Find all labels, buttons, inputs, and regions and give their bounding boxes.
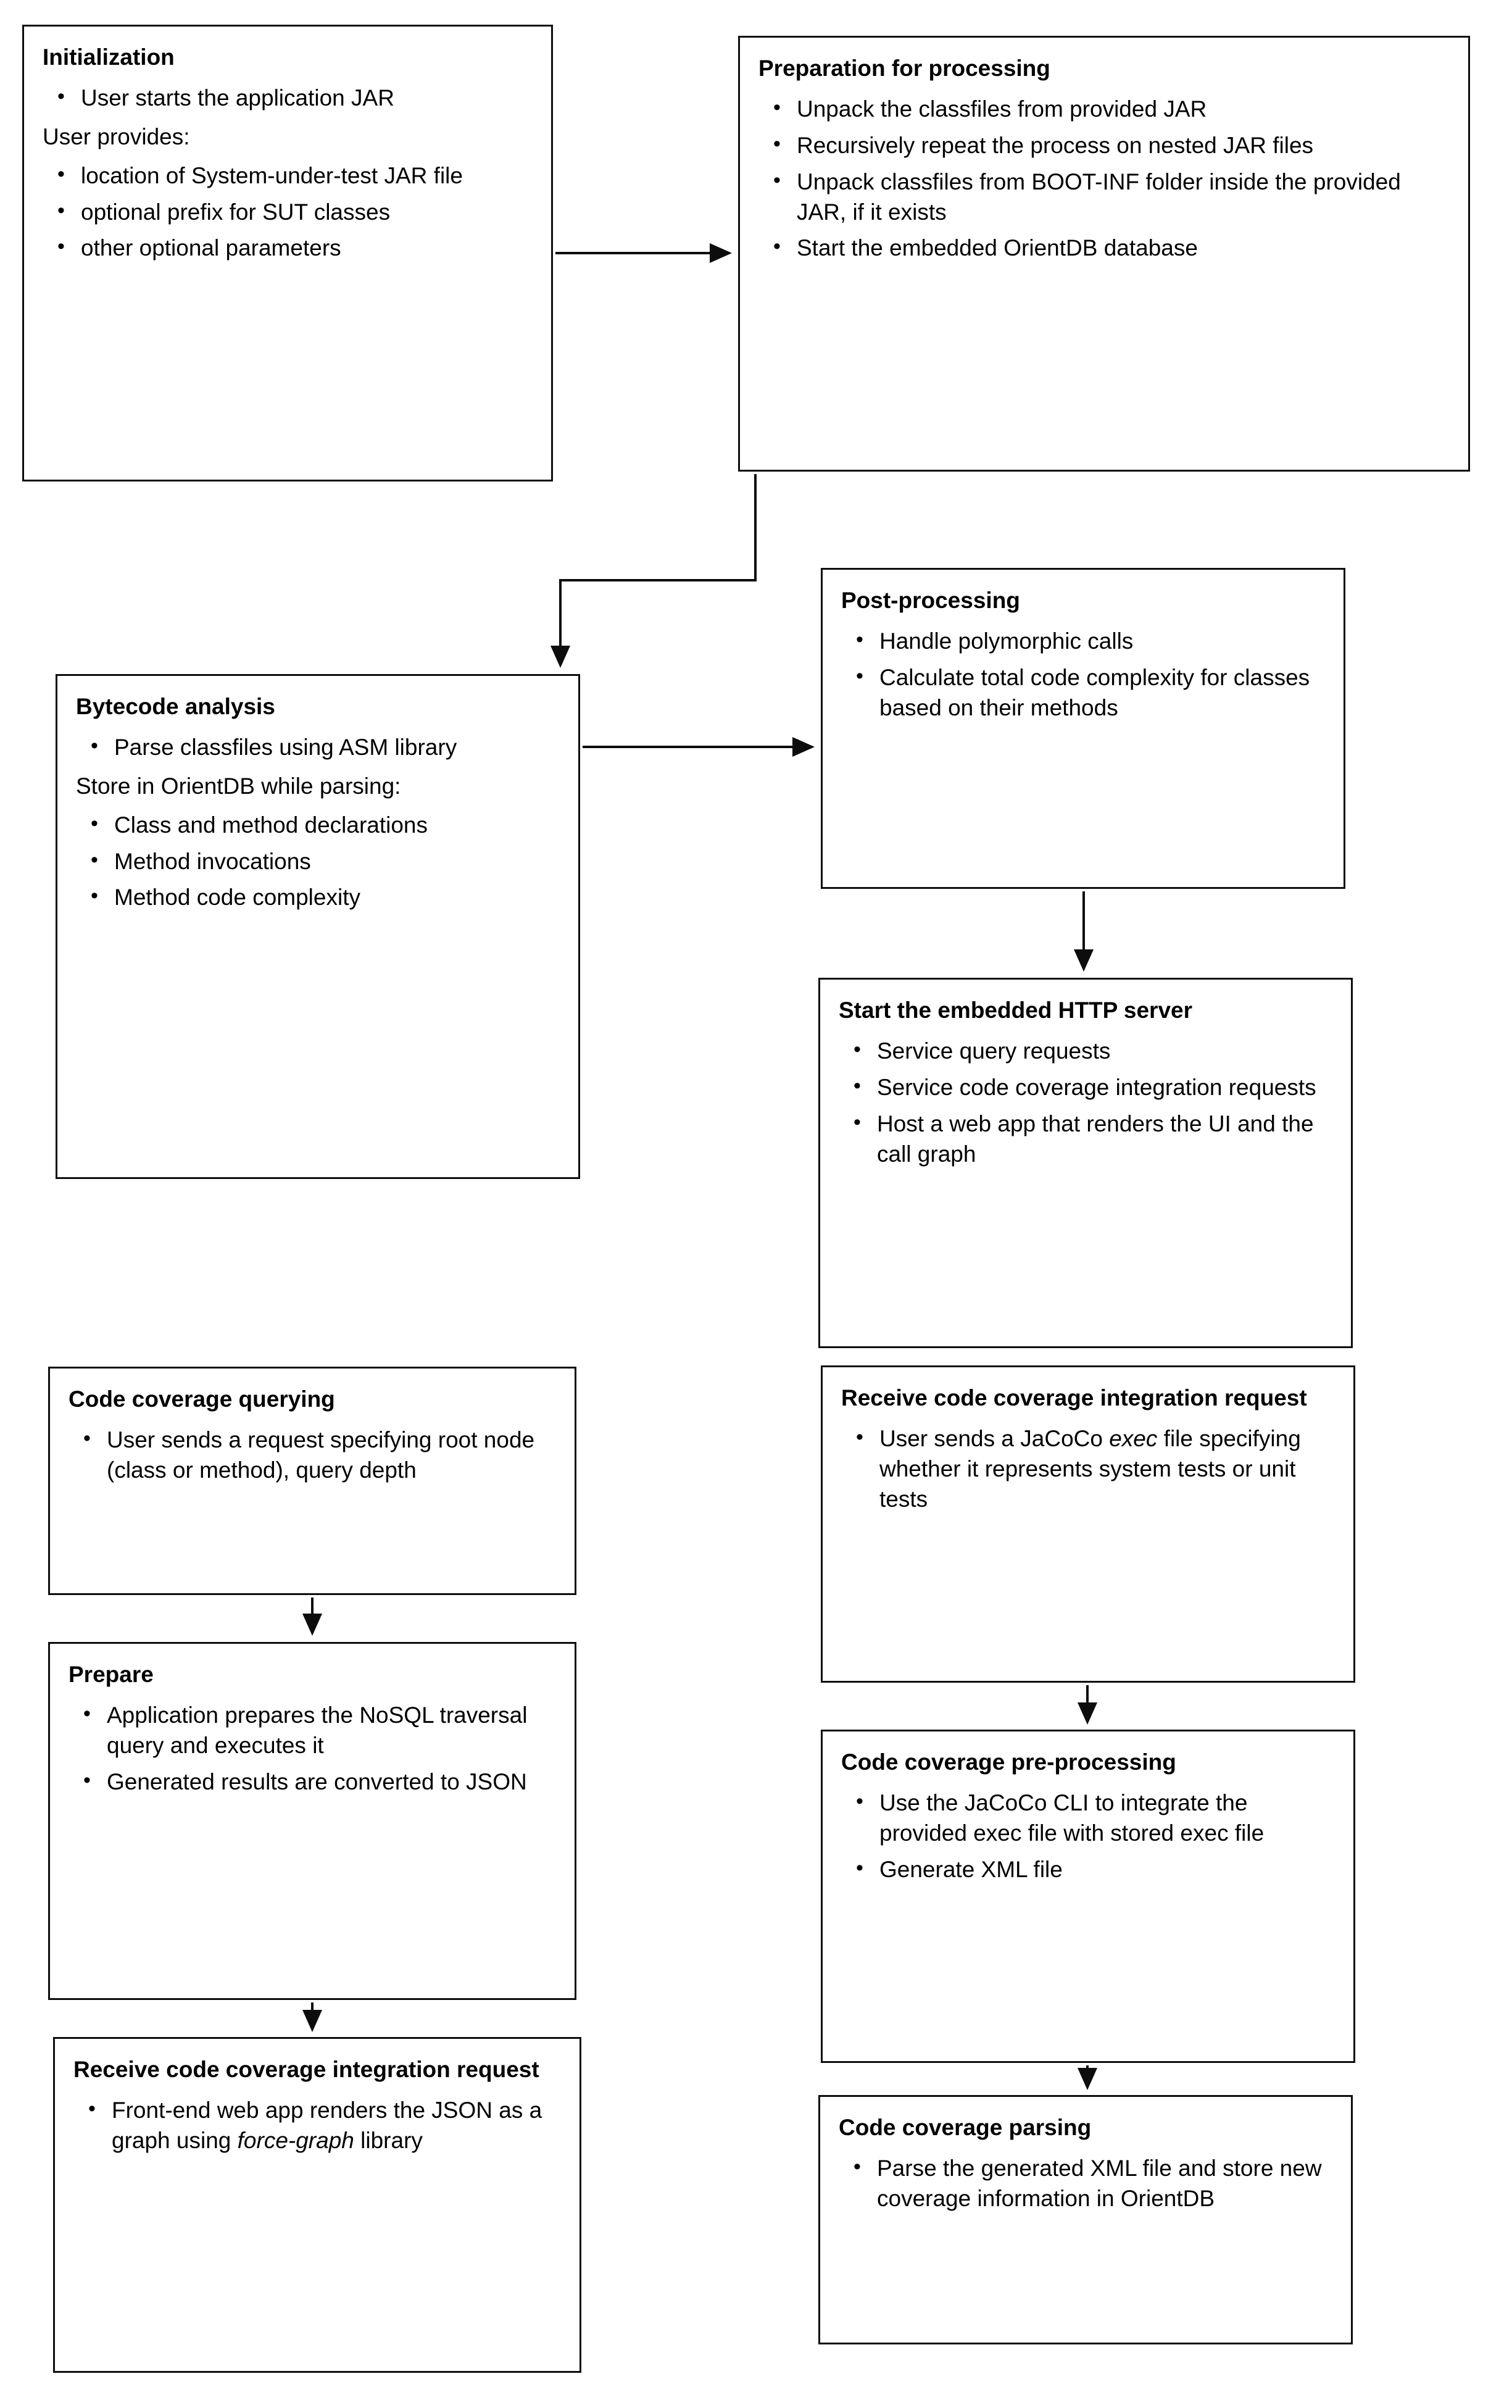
- node-title: Prepare: [69, 1662, 154, 1687]
- list-item: • Generated results are converted to JSON: [104, 1767, 556, 1798]
- node-bullet-list: [841, 1424, 1335, 1514]
- list-item: • Application prepares the NoSQL traversal query and executes it: [104, 1701, 556, 1761]
- node-bullet-list: [841, 627, 1325, 723]
- list-item: • Use the JaCoCo CLI to integrate the provided exec file with stored exec file: [877, 1788, 1335, 1849]
- list-item: • Service query requests: [874, 1036, 1332, 1067]
- list-item: • Recursively repeat the process on nested JAR files: [794, 131, 1450, 161]
- list-item: • Host a web app that renders the UI and the call graph: [874, 1109, 1332, 1170]
- list-item: • Generate XML file: [877, 1855, 1335, 1885]
- node-title: Code coverage parsing: [839, 2115, 1092, 2140]
- node-bytecode-analysis: [56, 674, 580, 1179]
- node-title: Start the embedded HTTP server: [839, 998, 1192, 1023]
- node-paragraph: Store in OrientDB while parsing:: [76, 773, 401, 799]
- list-item: • Parse classfiles using ASM library: [112, 733, 560, 763]
- node-bullet-list: [758, 94, 1450, 264]
- list-item: • User sends a JaCoCo exec file specifying whether it represents system tests or unit tests: [877, 1424, 1335, 1514]
- list-item: • Method invocations: [112, 847, 560, 877]
- list-item: • Unpack the classfiles from provided JAR: [794, 94, 1450, 125]
- node-receive-integration-request-frontend: [53, 2037, 581, 2373]
- list-item: • Calculate total code complexity for classes based on their methods: [877, 663, 1325, 723]
- node-bullet-list-2: [43, 161, 533, 264]
- node-bullet-list: [839, 1036, 1332, 1169]
- node-title: Receive code coverage integration request: [73, 2057, 539, 2082]
- node-title: Code coverage querying: [69, 1386, 335, 1412]
- node-post-processing: [821, 568, 1345, 889]
- node-bullet-list: [43, 83, 533, 114]
- node-title: Post-processing: [841, 588, 1020, 613]
- node-bullet-list: [839, 2154, 1332, 2214]
- list-item: • Class and method declarations: [112, 810, 560, 841]
- list-item: • Service code coverage integration requests: [874, 1073, 1332, 1103]
- list-item: • Front-end web app renders the JSON as a graph using force-graph library: [109, 2096, 561, 2156]
- node-bullet-list-2: [76, 810, 560, 913]
- list-item: • Handle polymorphic calls: [877, 627, 1325, 657]
- node-title: Code coverage pre-processing: [841, 1749, 1176, 1775]
- list-item: • User sends a request specifying root node (class or method), query depth: [104, 1425, 556, 1486]
- node-receive-integration-request: [821, 1365, 1355, 1683]
- list-item: • other optional parameters: [78, 233, 533, 264]
- node-prepare: [48, 1642, 576, 2000]
- emphasis-text: exec: [1109, 1426, 1158, 1452]
- node-title: Preparation for processing: [758, 56, 1050, 81]
- node-bullet-list: [69, 1425, 556, 1486]
- node-paragraph: User provides:: [43, 123, 190, 149]
- node-title: Bytecode analysis: [76, 694, 275, 719]
- list-item: • location of System-under-test JAR file: [78, 161, 533, 191]
- list-item: • optional prefix for SUT classes: [78, 198, 533, 228]
- node-initialization: [22, 25, 553, 481]
- list-item: • Unpack classfiles from BOOT-INF folder inside the provided JAR, if it exists: [794, 167, 1450, 228]
- node-bullet-list: [76, 733, 560, 763]
- node-bullet-list: [73, 2096, 561, 2156]
- node-code-coverage-querying: [48, 1367, 576, 1595]
- list-item: • Method code complexity: [112, 883, 560, 913]
- list-item: • Parse the generated XML file and store new coverage information in OrientDB: [874, 2154, 1332, 2214]
- emphasis-text: force-graph: [237, 2127, 354, 2153]
- list-item: • Start the embedded OrientDB database: [794, 233, 1450, 264]
- node-title: Receive code coverage integration request: [841, 1385, 1307, 1410]
- node-preparation-for-processing: [738, 36, 1470, 472]
- node-bullet-list: [841, 1788, 1335, 1885]
- node-bullet-list: [69, 1701, 556, 1797]
- node-code-coverage-parsing: [818, 2095, 1353, 2344]
- node-start-http-server: [818, 978, 1353, 1348]
- node-code-coverage-pre-processing: [821, 1730, 1355, 2063]
- node-title: Initialization: [43, 44, 175, 70]
- list-item: • User starts the application JAR: [78, 83, 533, 114]
